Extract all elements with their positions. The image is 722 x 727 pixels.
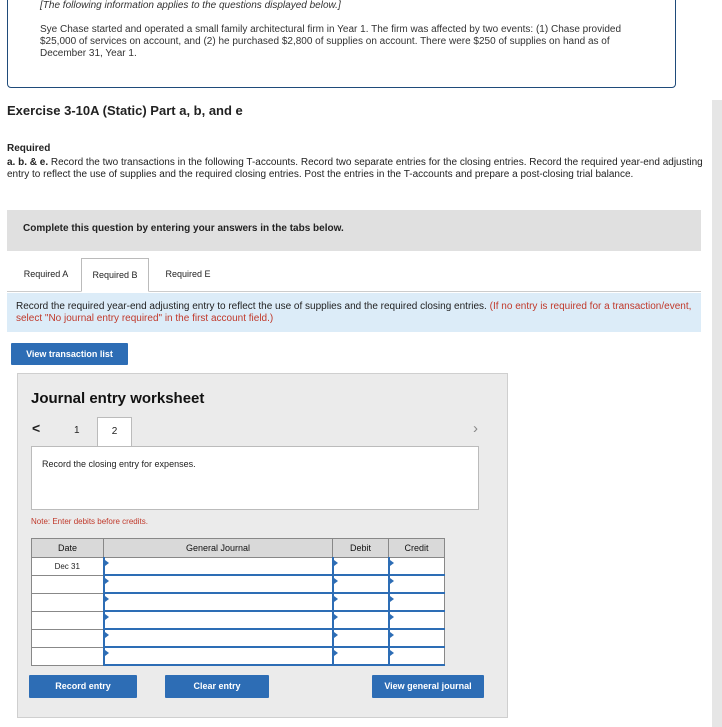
table-row: [32, 575, 445, 593]
table-row: [32, 593, 445, 611]
worksheet-page-2[interactable]: 2: [97, 417, 132, 448]
tab-required-e[interactable]: Required E: [165, 269, 211, 279]
worksheet-prompt-box: [31, 446, 479, 510]
worksheet-prompt: Record the closing entry for expenses.: [42, 459, 196, 469]
account-input[interactable]: [104, 575, 333, 593]
debit-input[interactable]: [333, 558, 389, 576]
page-scrollbar[interactable]: [712, 100, 722, 727]
date-cell: [32, 611, 104, 629]
view-general-journal-button[interactable]: View general journal: [372, 675, 484, 698]
table-row: [32, 611, 445, 629]
credit-input[interactable]: [389, 575, 445, 593]
account-input[interactable]: [104, 647, 333, 665]
column-header-credit: Credit: [389, 539, 445, 558]
date-cell: [32, 593, 104, 611]
complete-question-text: Complete this question by entering your answers in the tabs below.: [23, 223, 344, 234]
account-input[interactable]: [104, 611, 333, 629]
credit-input[interactable]: [389, 647, 445, 665]
context-body: Sye Chase started and operated a small family architectural firm in Year 1. The firm was affected by two events: (1) Chase provided $25,000 of services on account, and (2) he purchased $2,800 of supplies on account. There were $250 of supplies on hand as of December 31, Year 1.: [40, 24, 622, 59]
view-transaction-list-button[interactable]: View transaction list: [11, 343, 128, 365]
date-cell: [32, 575, 104, 593]
context-intro: [The following information applies to the questions displayed below.]: [40, 0, 341, 11]
debit-input[interactable]: [333, 593, 389, 611]
instruction-main: Record the required year-end adjusting entry to reflect the use of supplies and the required closing entries.: [16, 301, 487, 312]
credit-input[interactable]: [389, 611, 445, 629]
credit-input[interactable]: [389, 558, 445, 576]
required-heading: Required: [7, 143, 51, 154]
tab-required-a[interactable]: Required A: [23, 269, 69, 279]
worksheet-title: Journal entry worksheet: [31, 390, 205, 407]
required-prefix: a. b. & e.: [7, 157, 49, 168]
context-info-box: [7, 0, 676, 88]
exercise-title: Exercise 3-10A (Static) Part a, b, and e: [7, 103, 243, 118]
debit-input[interactable]: [333, 629, 389, 647]
account-input[interactable]: [104, 629, 333, 647]
complete-question-bar: [7, 210, 701, 251]
journal-table: [31, 538, 445, 666]
required-body: Record the two transactions in the following T-accounts. Record two separate entries for the closing entries. Record the required year-end adjusting entry to reflect the use of supplies and the required closing entries. Post the entries in the T-accounts and prepare a post-closing trial balance.: [7, 157, 703, 180]
debit-input[interactable]: [333, 647, 389, 665]
worksheet-page-1[interactable]: 1: [74, 425, 80, 436]
column-header-date: Date: [32, 539, 104, 558]
table-row: [32, 647, 445, 665]
worksheet-note: Note: Enter debits before credits.: [31, 517, 148, 526]
chevron-right-icon[interactable]: ›: [473, 420, 478, 437]
account-input[interactable]: [104, 593, 333, 611]
account-input[interactable]: [104, 558, 333, 576]
tab-required-b[interactable]: Required B: [81, 258, 149, 292]
table-row: [32, 629, 445, 647]
chevron-left-icon[interactable]: <: [32, 420, 41, 436]
column-header-debit: Debit: [333, 539, 389, 558]
required-text: [7, 157, 712, 181]
instruction-note: (If no entry is required for a transaction/event, select "No journal entry required" in the first account field.): [16, 301, 692, 324]
column-header-general-journal: General Journal: [104, 539, 333, 558]
journal-entry-worksheet: [17, 373, 508, 718]
credit-input[interactable]: [389, 629, 445, 647]
instruction-bar: [7, 293, 701, 332]
instruction-text: [16, 301, 696, 325]
credit-input[interactable]: [389, 593, 445, 611]
date-cell: [32, 629, 104, 647]
clear-entry-button[interactable]: Clear entry: [165, 675, 269, 698]
date-cell: [32, 647, 104, 665]
record-entry-button[interactable]: Record entry: [29, 675, 137, 698]
debit-input[interactable]: [333, 575, 389, 593]
table-row: [32, 558, 445, 576]
date-cell: Dec 31: [32, 558, 104, 576]
debit-input[interactable]: [333, 611, 389, 629]
